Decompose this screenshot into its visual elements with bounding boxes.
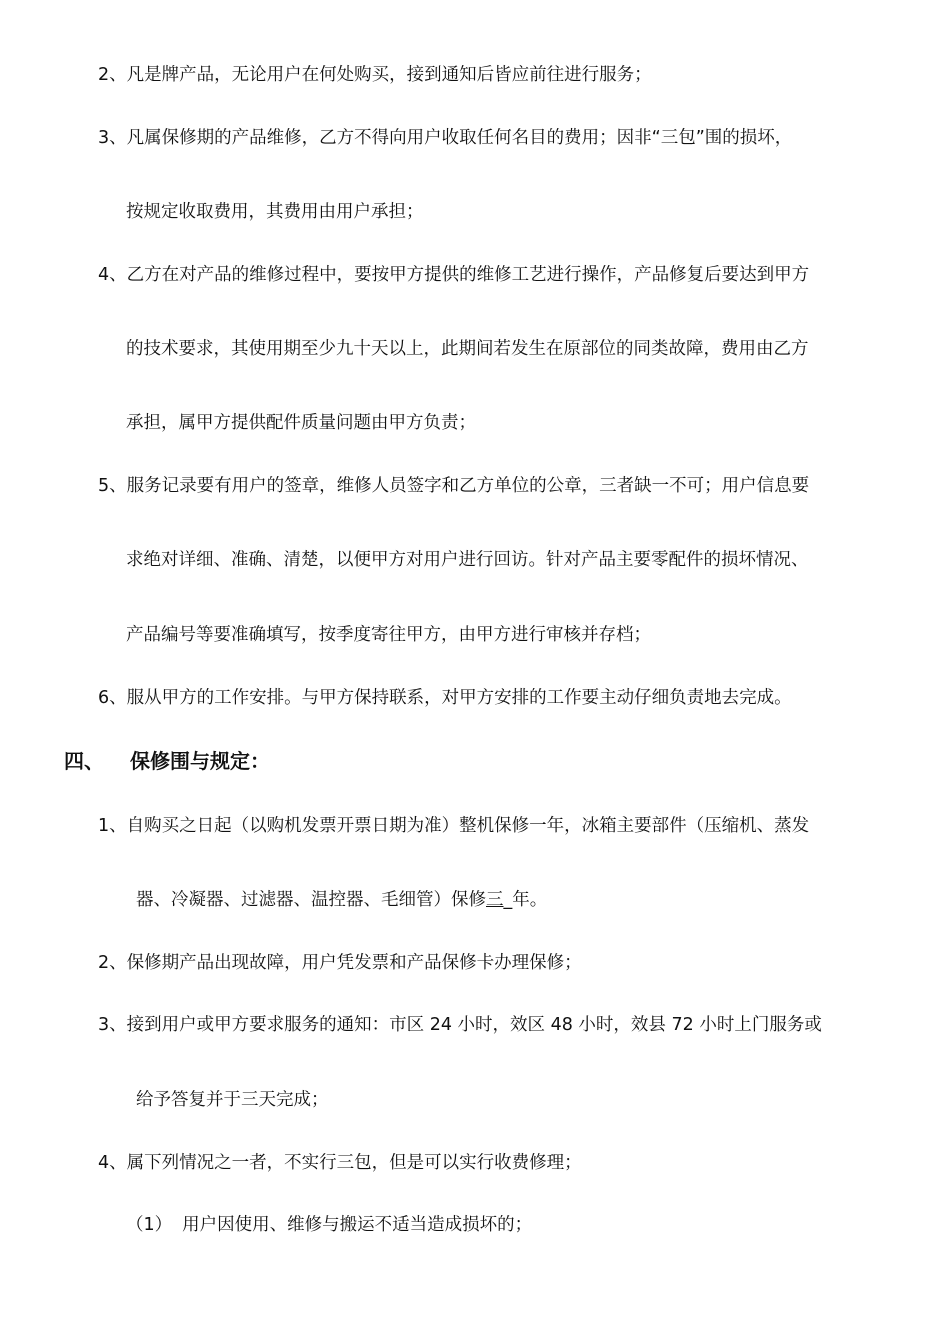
item-number: 2、 bbox=[98, 65, 127, 85]
list-item bbox=[98, 815, 809, 837]
item-continuation bbox=[136, 889, 547, 911]
list-item bbox=[98, 64, 652, 86]
item-continuation: 按规定收取费用，其费用由用户承担； bbox=[126, 202, 424, 222]
item-text: 保修期产品出现故障，用户凭发票和产品保修卡办理保修； bbox=[126, 953, 582, 973]
item-number: 3、 bbox=[98, 128, 127, 148]
warranty-years: 三 bbox=[486, 890, 504, 910]
item-continuation: 承担，属甲方提供配件质量问题由甲方负责； bbox=[126, 413, 476, 433]
item-number: 2、 bbox=[98, 953, 127, 973]
item-text: 属下列情况之一者，不实行三包，但是可以实行收费修理； bbox=[126, 1153, 582, 1173]
list-item bbox=[98, 952, 582, 974]
list-item bbox=[98, 1014, 822, 1036]
item-text: 接到用户或甲方要求服务的通知：市区 24 小时，效区 48 小时，效县 72 小时上门服务或 bbox=[126, 1015, 822, 1035]
item-text: 凡是牌产品，无论用户在何处购买，接到通知后皆应前往进行服务； bbox=[126, 65, 652, 85]
section-heading bbox=[64, 749, 270, 773]
list-item bbox=[98, 687, 792, 709]
section-title: 保修围与规定： bbox=[130, 749, 270, 773]
item-number: 6、 bbox=[98, 688, 127, 708]
list-item bbox=[98, 127, 792, 149]
item-continuation: 产品编号等要准确填写，按季度寄往甲方，由甲方进行审核并存档； bbox=[126, 625, 651, 645]
list-item bbox=[98, 475, 809, 497]
item-number: 1、 bbox=[98, 816, 127, 836]
item-number: 4、 bbox=[98, 1153, 127, 1173]
sub-item-number: （1） bbox=[126, 1215, 173, 1235]
item-continuation: 给予答复并于三天完成； bbox=[136, 1090, 329, 1110]
item-number: 5、 bbox=[98, 476, 127, 496]
item-continuation: 求绝对详细、准确、清楚，以便甲方对用户进行回访。针对产品主要零配件的损坏情况、 bbox=[126, 550, 809, 570]
list-item bbox=[98, 264, 809, 286]
item-text: 服从甲方的工作安排。与甲方保持联系，对甲方安排的工作要主动仔细负责地去完成。 bbox=[126, 688, 792, 708]
item-number: 4、 bbox=[98, 265, 127, 285]
continuation-text: 器、冷凝器、过滤器、温控器、毛细管）保修 bbox=[136, 890, 486, 910]
item-text: 乙方在对产品的维修过程中，要按甲方提供的维修工艺进行操作，产品修复后要达到甲方 bbox=[126, 265, 810, 285]
item-number: 3、 bbox=[98, 1015, 127, 1035]
item-text: 服务记录要有用户的签章，维修人员签字和乙方单位的公章，三者缺一不可；用户信息要 bbox=[126, 476, 810, 496]
continuation-end: _年。 bbox=[503, 890, 548, 910]
sub-item-text: 用户因使用、维修与搬运不适当造成损坏的； bbox=[182, 1215, 533, 1235]
item-text: 自购买之日起（以购机发票开票日期为准）整机保修一年，冰箱主要部件（压缩机、蒸发 bbox=[126, 816, 810, 836]
item-text: 凡属保修期的产品维修，乙方不得向用户收取任何名目的费用；因非“三包”围的损坏， bbox=[126, 128, 793, 148]
section-number: 四、 bbox=[64, 749, 104, 773]
sub-list-item bbox=[126, 1214, 532, 1236]
item-continuation: 的技术要求，其使用期至少九十天以上，此期间若发生在原部位的同类故障，费用由乙方 bbox=[126, 339, 809, 359]
list-item bbox=[98, 1152, 582, 1174]
